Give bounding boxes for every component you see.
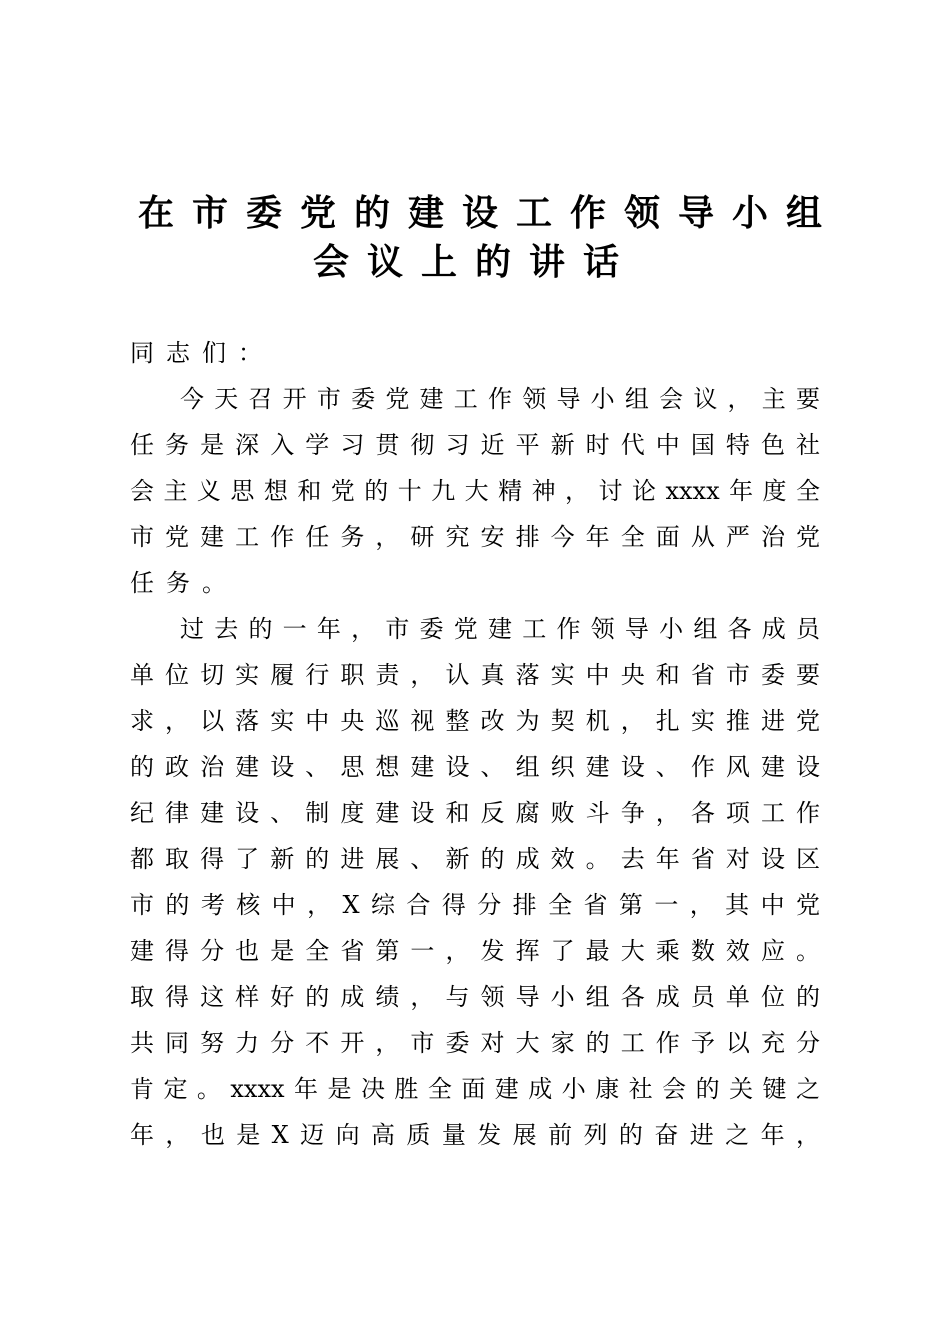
paragraph-line: 单位切实履行职责，认真落实中央和省市委要 bbox=[130, 661, 820, 689]
paragraph-line: 取得这样好的成绩，与领导小组各成员单位的 bbox=[130, 983, 820, 1011]
paragraph-line: 过去的一年，市委党建工作领导小组各成员 bbox=[180, 615, 820, 643]
paragraph-line: 肯定。xxxx年是决胜全面建成小康社会的关键之 bbox=[130, 1075, 820, 1103]
paragraph-line: 今天召开市委党建工作领导小组会议，主要 bbox=[180, 385, 820, 413]
paragraph-line: 市的考核中，X综合得分排全省第一，其中党 bbox=[130, 891, 820, 919]
paragraph-line: 纪律建设、制度建设和反腐败斗争，各项工作 bbox=[130, 799, 820, 827]
paragraph-line: 的政治建设、思想建设、组织建设、作风建设 bbox=[130, 753, 820, 781]
document-title-line-1: 在市委党的建设工作领导小组 bbox=[138, 192, 841, 234]
paragraph-line: 年，也是X迈向高质量发展前列的奋进之年， bbox=[130, 1121, 820, 1149]
paragraph-line: 市党建工作任务，研究安排今年全面从严治党 bbox=[130, 523, 820, 551]
salutation: 同志们： bbox=[130, 339, 274, 367]
paragraph-line: 都取得了新的进展、新的成效。去年省对设区 bbox=[130, 845, 820, 873]
paragraph-line: 任务。 bbox=[130, 569, 238, 597]
paragraph-line: 求，以落实中央巡视整改为契机，扎实推进党 bbox=[130, 707, 820, 735]
document-title-line-2: 会议上的讲话 bbox=[312, 241, 637, 283]
paragraph-line: 会主义思想和党的十九大精神，讨论xxxx年度全 bbox=[130, 477, 820, 505]
paragraph-line: 任务是深入学习贯彻习近平新时代中国特色社 bbox=[130, 431, 820, 459]
paragraph-line: 建得分也是全省第一，发挥了最大乘数效应。 bbox=[130, 937, 820, 965]
paragraph-line: 共同努力分不开，市委对大家的工作予以充分 bbox=[130, 1029, 820, 1057]
